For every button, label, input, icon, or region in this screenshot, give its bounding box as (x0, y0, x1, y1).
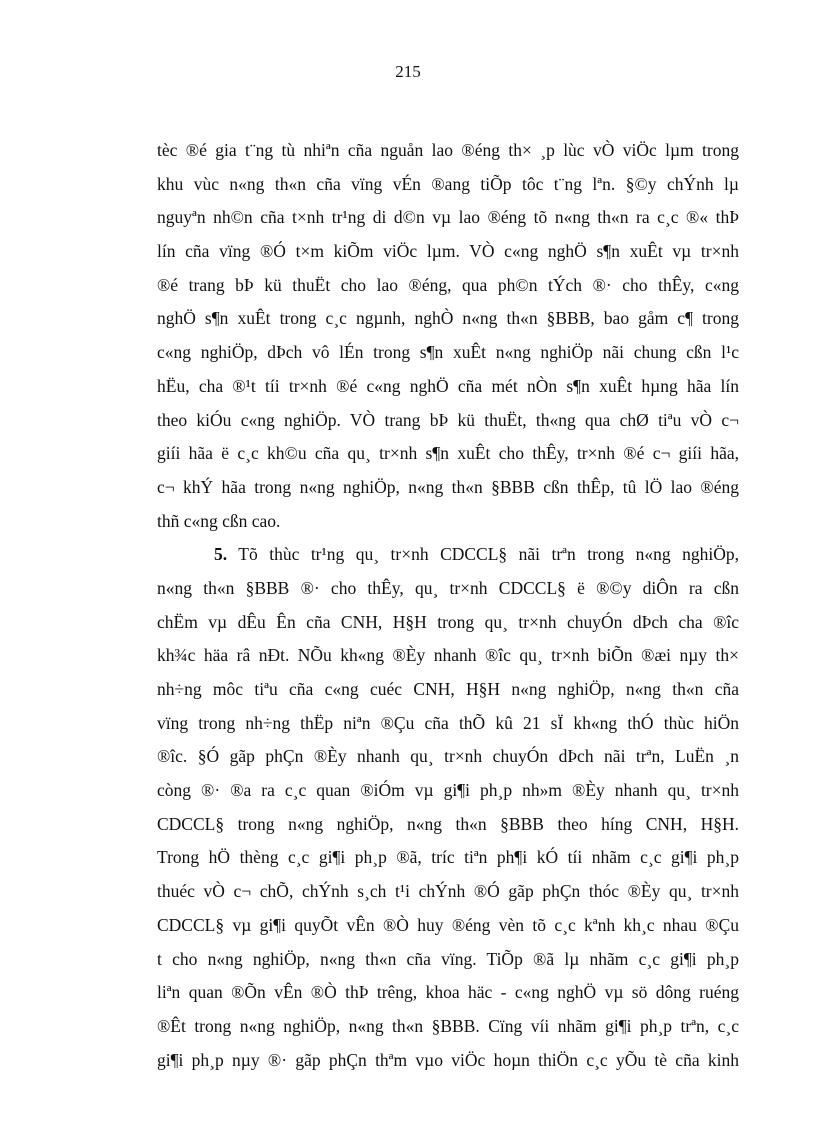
body-text (157, 134, 739, 1077)
text-line: c¬ khÝ hãa trong n«ng nghiÖp, n«ng th«n §BBB cßn thÊp, tû lÖ lao ®éng (157, 476, 739, 497)
text-line: kh¾c häa râ nÐt. NÕu kh«ng ®Èy nhanh ®îc qu¸ tr×nh biÕn ®æi nµy th× (157, 645, 739, 666)
text-line: hËu, cha ®¹t tíi tr×nh ®é c«ng nghÖ cña mét nÒn s¶n xuÊt hµng hãa lín (157, 375, 739, 396)
text-line: khu vùc n«ng th«n cña vïng vÉn ®ang tiÕp tôc t¨ng lªn. §©y chÝnh lµ (157, 173, 739, 194)
text-line: theo kiÓu c«ng nghiÖp. VÒ trang bÞ kü thuËt, th«ng qua chØ tiªu vÒ c¬ (157, 409, 739, 430)
text-line: tèc ®é gia t¨ng tù nhiªn cña nguån lao ®éng th× ¸p lùc vÒ viÖc lµm trong (157, 140, 739, 160)
paragraph-2 (157, 538, 739, 1077)
text-line: chËm vµ dÊu Ên cña CNH, H§H trong qu¸ tr×nh chuyÓn dÞch cha ®îc (157, 611, 739, 632)
text-line: ®é trang bÞ kü thuËt cho lao ®éng, qua ph©n tÝch ®· cho thÊy, c«ng (157, 274, 739, 295)
text-line: ®Êt trong n«ng nghiÖp, n«ng th«n §BBB. Cïng víi nhãm gi¶i ph¸p trªn, c¸c (157, 1015, 739, 1036)
text-line: liªn quan ®Õn vÊn ®Ò thÞ trêng, khoa häc - c«ng nghÖ vµ sö dông ruéng (157, 982, 739, 1003)
text-line: lín cña vïng ®Ó t×m kiÕm viÖc lµm. VÒ c«ng nghÖ s¶n xuÊt vµ tr×nh (157, 241, 739, 262)
text-line: ®îc. §Ó gãp phÇn ®Èy nhanh qu¸ tr×nh chuyÓn dÞch nãi trªn, LuËn ¸n (157, 746, 739, 767)
text-line: Trong hÖ thèng c¸c gi¶i ph¸p ®ã, tríc tiªn ph¶i kÓ tíi nhãm c¸c gi¶i ph¸p (157, 847, 739, 868)
text-line: CDCCL§ vµ gi¶i quyÕt vÊn ®Ò huy ®éng vèn tõ c¸c kªnh kh¸c nhau ®Çu (157, 914, 739, 935)
text-line: c«ng nghiÖp, dÞch vô lÉn trong s¶n xuÊt n«ng nghiÖp nãi chung cßn l¹c (157, 342, 739, 363)
paragraph-number: 5. (214, 544, 228, 565)
text-line: CDCCL§ trong n«ng nghiÖp, n«ng th«n §BBB theo híng CNH, H§H. (157, 813, 739, 834)
text-line: gi¶i ph¸p nµy ®· gãp phÇn thªm vµo viÖc hoµn thiÖn c¸c yÕu tè cña kinh (157, 1049, 739, 1070)
text-line: nguyªn nh©n cña t×nh tr¹ng di d©n vµ lao ®éng tõ n«ng th«n ra c¸c ®« thÞ (157, 207, 739, 228)
text-line: giíi hãa ë c¸c kh©u cña qu¸ tr×nh s¶n xuÊt cho thÊy, tr×nh ®é c¬ giíi hãa, (157, 443, 739, 464)
text-line: n«ng th«n §BBB ®· cho thÊy, qu¸ tr×nh CDCCL§ ë ®©y diÔn ra cßn (157, 577, 739, 598)
text-line: nghÖ s¶n xuÊt trong c¸c ngµnh, nghÒ n«ng th«n §BBB, bao gåm c¶ trong (157, 308, 739, 329)
text-line: thuéc vÒ c¬ chÕ, chÝnh s¸ch t¹i chÝnh ®Ó gãp phÇn thóc ®Èy qu¸ tr×nh (157, 881, 739, 902)
text-run: Tõ thùc tr¹ng qu¸ tr×nh CDCCL§ nãi trªn trong n«ng nghiÖp, (238, 544, 739, 565)
paragraph-1 (157, 134, 739, 538)
page-number: 215 (395, 62, 421, 81)
text-line: vïng trong nh÷ng thËp niªn ®Çu cña thÕ kû 21 sÏ kh«ng thÓ thùc hiÖn (157, 712, 739, 733)
paragraph-first-line (157, 538, 739, 572)
text-line: t cho n«ng nghiÖp, n«ng th«n cña vïng. TiÕp ®ã lµ nhãm c¸c gi¶i ph¸p (157, 948, 739, 969)
text-line: còng ®· ®a ra c¸c quan ®iÓm vµ gi¶i ph¸p nh»m ®Èy nhanh qu¸ tr×nh (157, 780, 739, 801)
text-line: thñ c«ng cßn cao. (157, 510, 281, 531)
text-line: nh÷ng môc tiªu cña c«ng cuéc CNH, H§H n«ng nghiÖp, n«ng th«n cña (157, 679, 739, 699)
